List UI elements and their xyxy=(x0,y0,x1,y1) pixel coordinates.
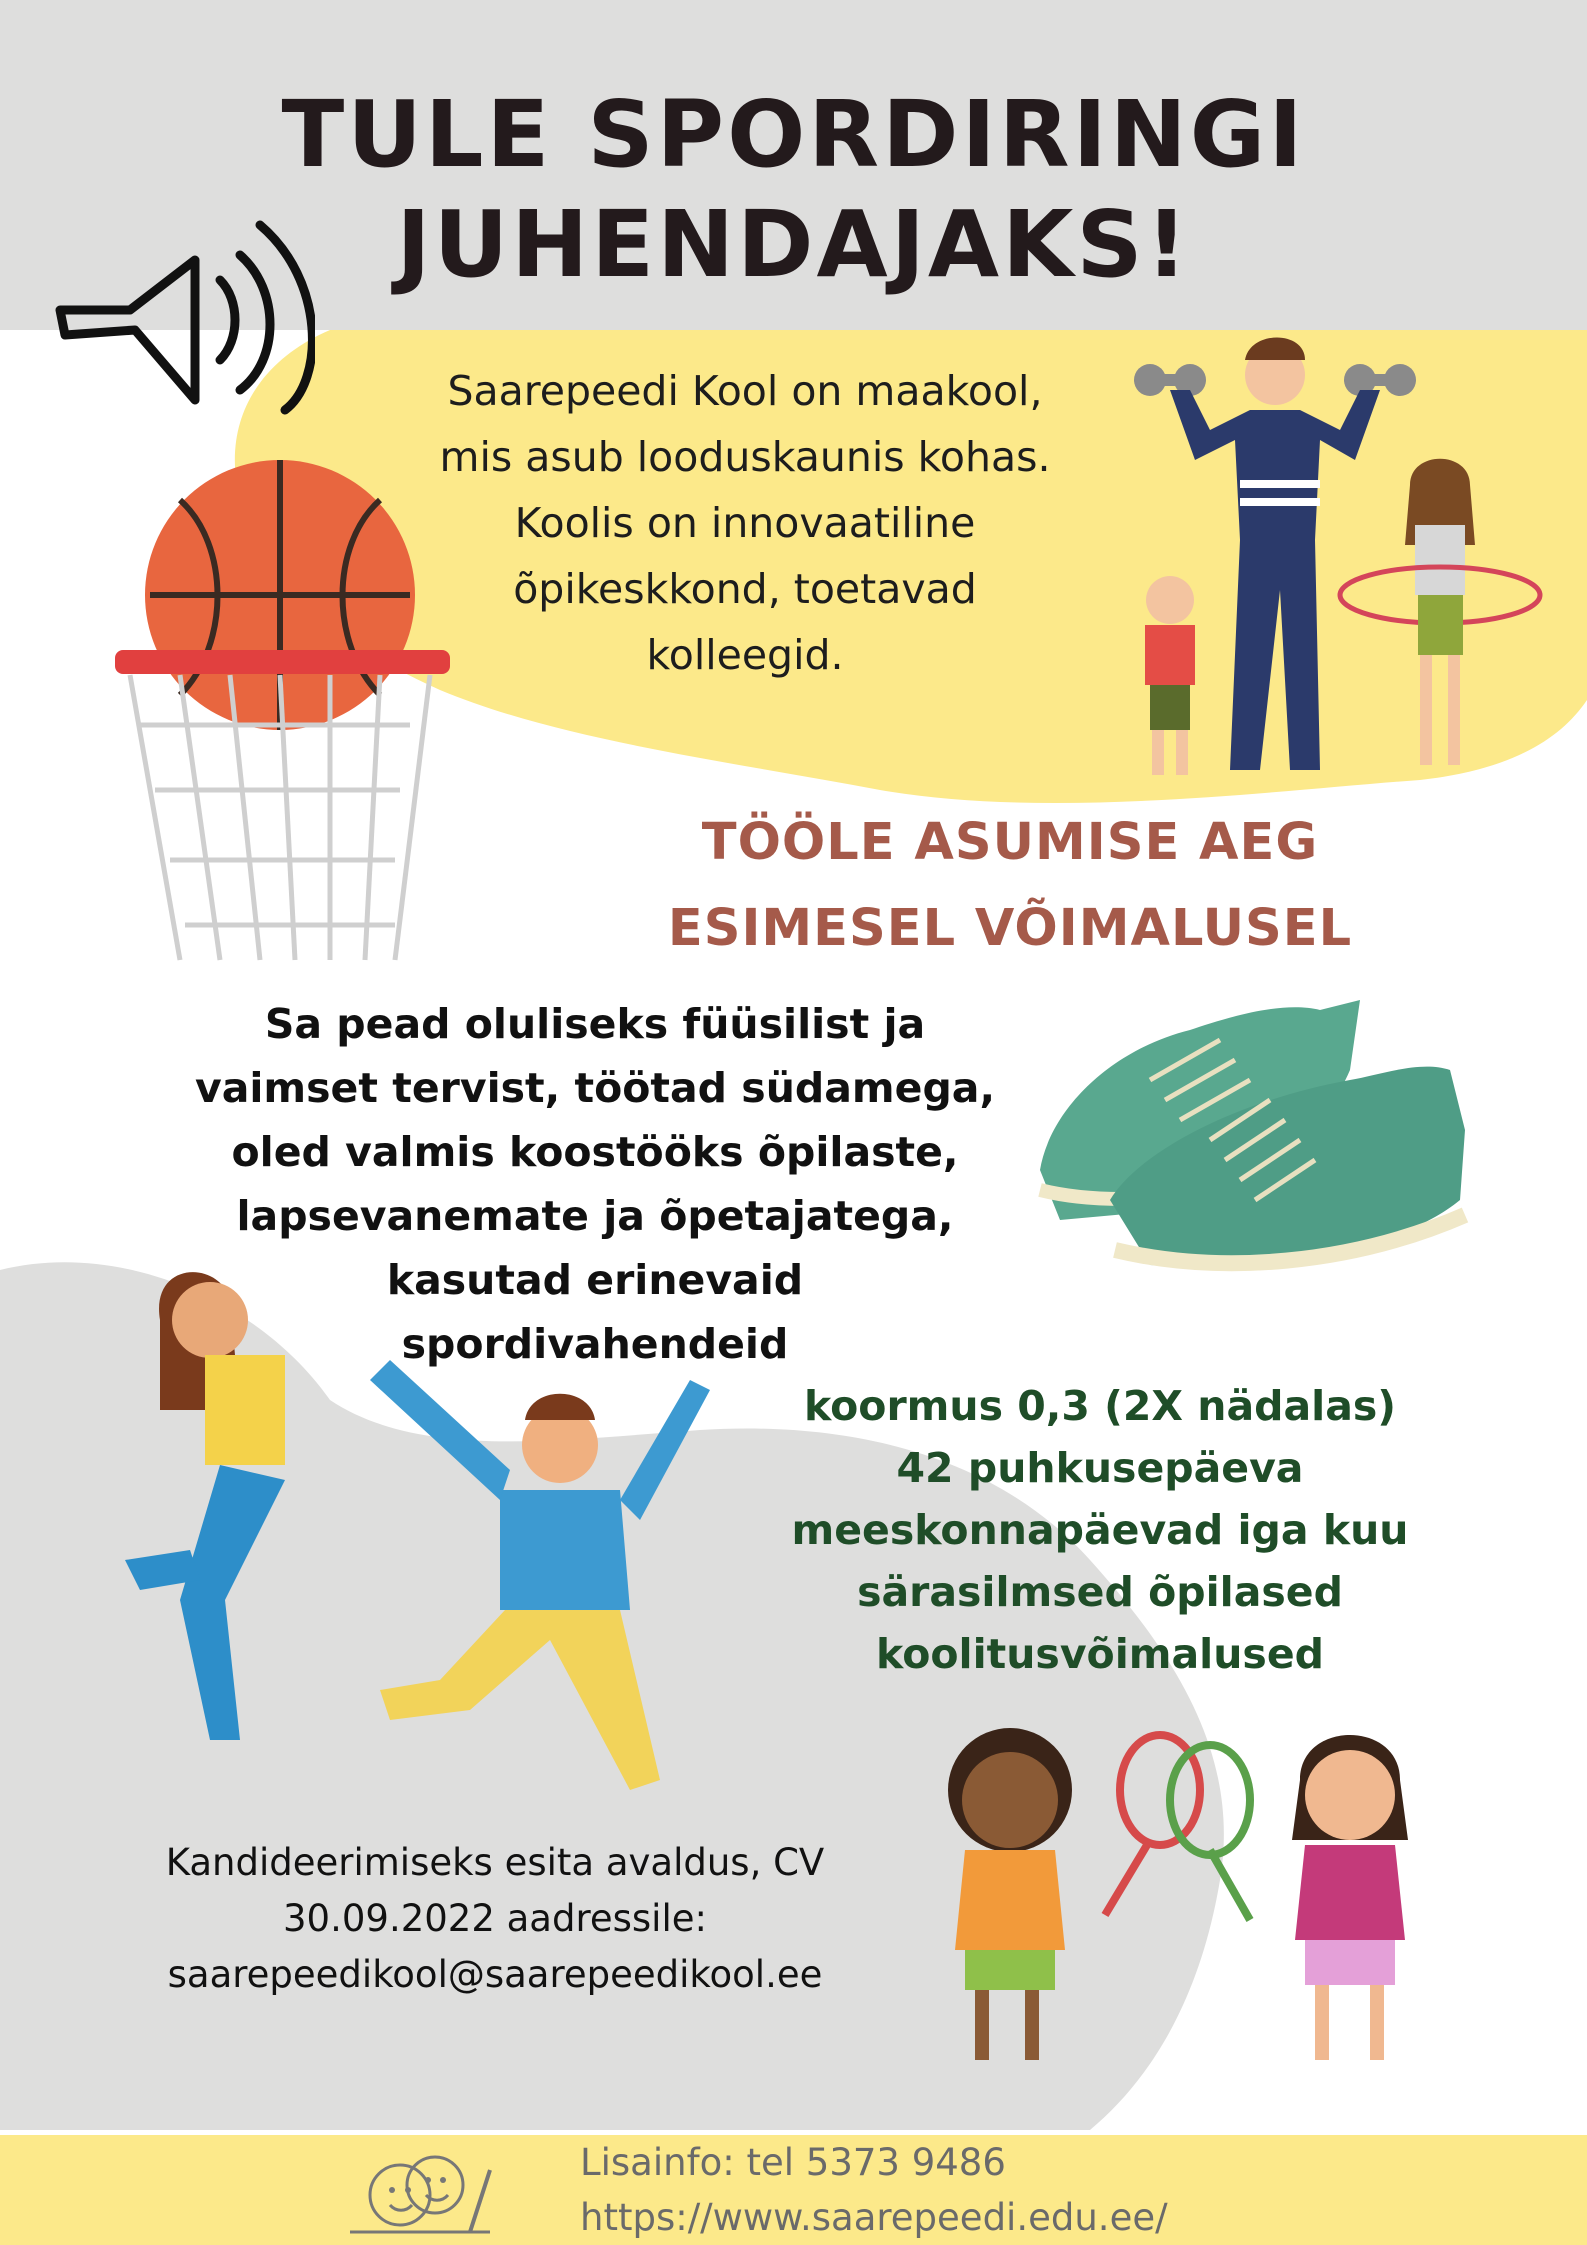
requirements-line: kasutad erinevaid xyxy=(386,1256,804,1304)
benefit-item: koolitusvõimalused xyxy=(876,1630,1324,1678)
apply-line: 30.09.2022 aadressile: xyxy=(283,1897,707,1940)
intro-line: mis asub looduskaunis kohas. xyxy=(439,433,1051,481)
contact-info xyxy=(580,2135,1480,2245)
benefits-list xyxy=(720,1375,1480,1685)
page-title xyxy=(0,80,1587,300)
title-line-2: JUHENDAJAKS! xyxy=(396,191,1191,298)
contact-phone: Lisainfo: tel 5373 9486 xyxy=(580,2141,1006,2184)
start-time-line-2: ESIMESEL VÕIMALUSEL xyxy=(667,899,1353,958)
school-logo-icon xyxy=(340,2140,500,2240)
intro-line: Koolis on innovaatiline xyxy=(514,499,976,547)
benefit-item: koormus 0,3 (2X nädalas) xyxy=(803,1382,1397,1430)
website-link[interactable]: https://www.saarepeedi.edu.ee/ xyxy=(580,2196,1168,2239)
benefit-item: meeskonnapäevad iga kuu xyxy=(791,1506,1409,1554)
dancing-people-illustration xyxy=(110,1260,730,1840)
basketball-hoop-icon xyxy=(110,455,460,975)
benefit-item: särasilmsed õpilased xyxy=(857,1568,1343,1616)
start-time-heading xyxy=(560,800,1460,972)
coach-and-kids-illustration xyxy=(1090,330,1560,790)
title-line-1: TULE SPORDIRINGI xyxy=(281,81,1306,188)
intro-text xyxy=(355,358,1135,688)
requirements-line: vaimset tervist, töötad südamega, xyxy=(194,1064,996,1112)
requirements-line: Sa pead oluliseks füüsilist ja xyxy=(264,1000,926,1048)
apply-email[interactable]: saarepeedikool@saarepeedikool.ee xyxy=(167,1953,823,1996)
benefit-item: 42 puhkusepäeva xyxy=(896,1444,1304,1492)
intro-line: Saarepeedi Kool on maakool, xyxy=(447,367,1043,415)
intro-line: õpikeskkond, toetavad xyxy=(513,565,977,613)
start-time-line-1: TÖÖLE ASUMISE AEG xyxy=(701,813,1319,872)
requirements-line: spordivahendeid xyxy=(401,1320,789,1368)
sneakers-icon xyxy=(1020,990,1480,1300)
intro-line: kolleegid. xyxy=(646,631,844,679)
requirements-line: oled valmis koostööks õpilaste, xyxy=(231,1128,959,1176)
tennis-kids-illustration xyxy=(920,1720,1440,2080)
requirements-line: lapsevanemate ja õpetajatega, xyxy=(236,1192,954,1240)
apply-line: Kandideerimiseks esita avaldus, CV xyxy=(165,1841,825,1884)
application-info xyxy=(100,1835,890,2003)
